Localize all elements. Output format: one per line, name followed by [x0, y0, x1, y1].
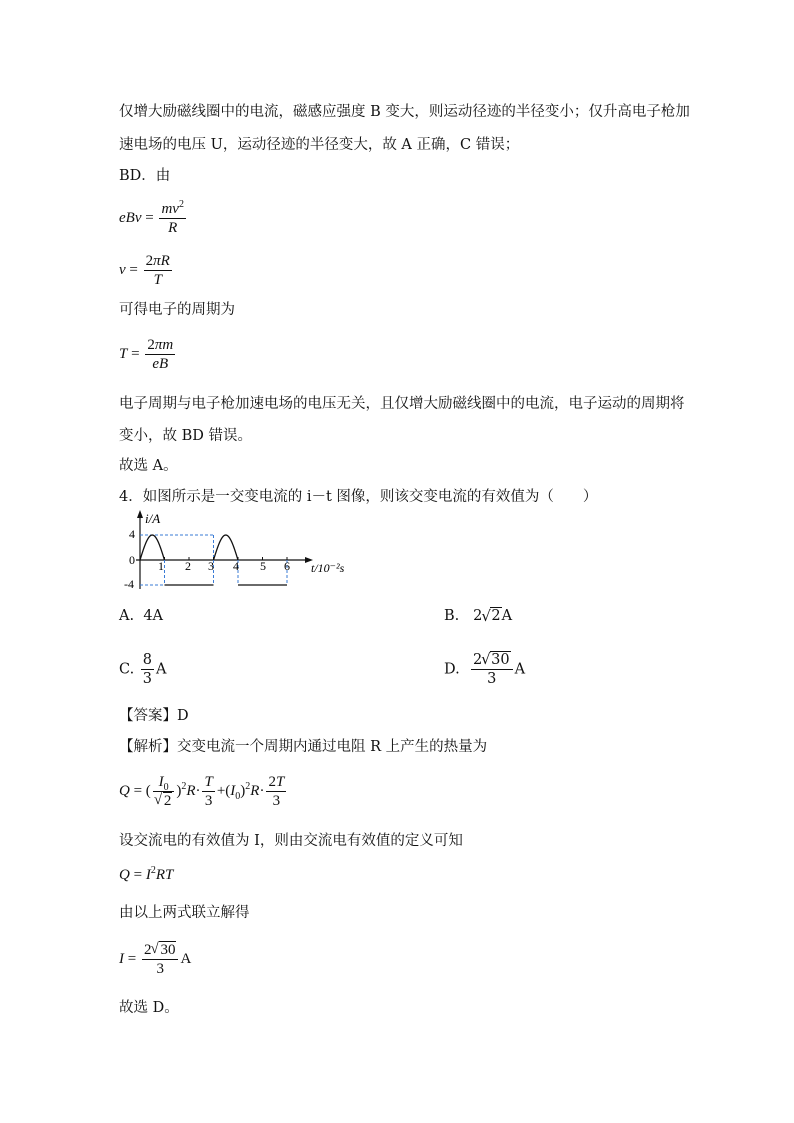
- y-tick-label: 4: [129, 527, 135, 541]
- it-graph: [118, 508, 358, 593]
- equation-heat: Q = ( $I_0$ √ 2 )$^2$R· $\frac{T}{3}$ $+(I_0)^2R\cdot$ $\frac{2T}{3}$: [119, 773, 288, 810]
- period-intro: 可得电子的周期为: [119, 302, 235, 318]
- equation-velocity: v = $\frac{2\pi R}{T}$: [119, 253, 170, 288]
- answer-label: 【答案】D: [119, 708, 189, 724]
- y-axis-label: i/A: [145, 511, 161, 526]
- sine-half-segment: [214, 535, 239, 560]
- paragraph-line: 仅增大励磁线圈中的电流，磁感应强度 B 变大，则运动径迹的半径变小；仅升高电子枪加: [119, 104, 690, 120]
- paragraph-line: 变小，故 BD 错误。: [119, 428, 252, 444]
- option-c[interactable]: C. $\frac{8}{3}$ A: [119, 652, 167, 687]
- equation-result: I = $\frac{2√ 30}{3}$ A: [119, 941, 191, 978]
- y-tick-label: 0: [129, 553, 135, 567]
- option-b[interactable]: B. 2√ 2A: [444, 608, 512, 624]
- analysis-label: 【解析】交变电流一个周期内通过电阻 R 上产生的热量为: [119, 739, 488, 755]
- x-tick-label: 5: [260, 559, 266, 573]
- choose-d: 故选 D。: [119, 1000, 179, 1016]
- equation-period: T = $\frac{2\pi m}{eB}$: [119, 337, 174, 372]
- x-tick-label: 1: [158, 559, 164, 573]
- x-tick-label: 4: [233, 559, 239, 573]
- y-axis-arrow: [137, 510, 143, 518]
- paragraph-line: 速电场的电压 U，运动径迹的半径变大，故 A 正确，C 错误；: [119, 137, 520, 153]
- sine-half-segment: [140, 535, 165, 560]
- equation-lorentz: eBv = $\frac{mv^2}{R}$: [119, 199, 184, 236]
- y-tick-label: -4: [124, 577, 134, 591]
- paragraph-line: 电子周期与电子枪加速电场的电压无关，且仅增大励磁线圈中的电流，电子运动的周期将: [119, 396, 685, 412]
- question-4-text: 4．如图所示是一交变电流的 i－t 图像，则该交变电流的有效值为（ ）: [119, 489, 598, 505]
- x-tick-label: 6: [284, 559, 290, 573]
- equation-effective: $Q = I^2RT$: [119, 865, 174, 883]
- define-text: 设交流电的有效值为 I，则由交流电有效值的定义可知: [119, 833, 463, 849]
- x-tick-label: 3: [208, 559, 214, 573]
- choose-a: 故选 A。: [119, 458, 178, 474]
- x-tick-label: 2: [185, 559, 191, 573]
- option-a[interactable]: A. 4A: [119, 608, 164, 624]
- solve-text: 由以上两式联立解得: [119, 905, 250, 921]
- x-axis-label: t/10⁻²s: [311, 561, 345, 575]
- bd-label: BD．由: [119, 168, 171, 184]
- option-d[interactable]: D. $\frac{2√ 30}{3}$ A: [444, 651, 525, 688]
